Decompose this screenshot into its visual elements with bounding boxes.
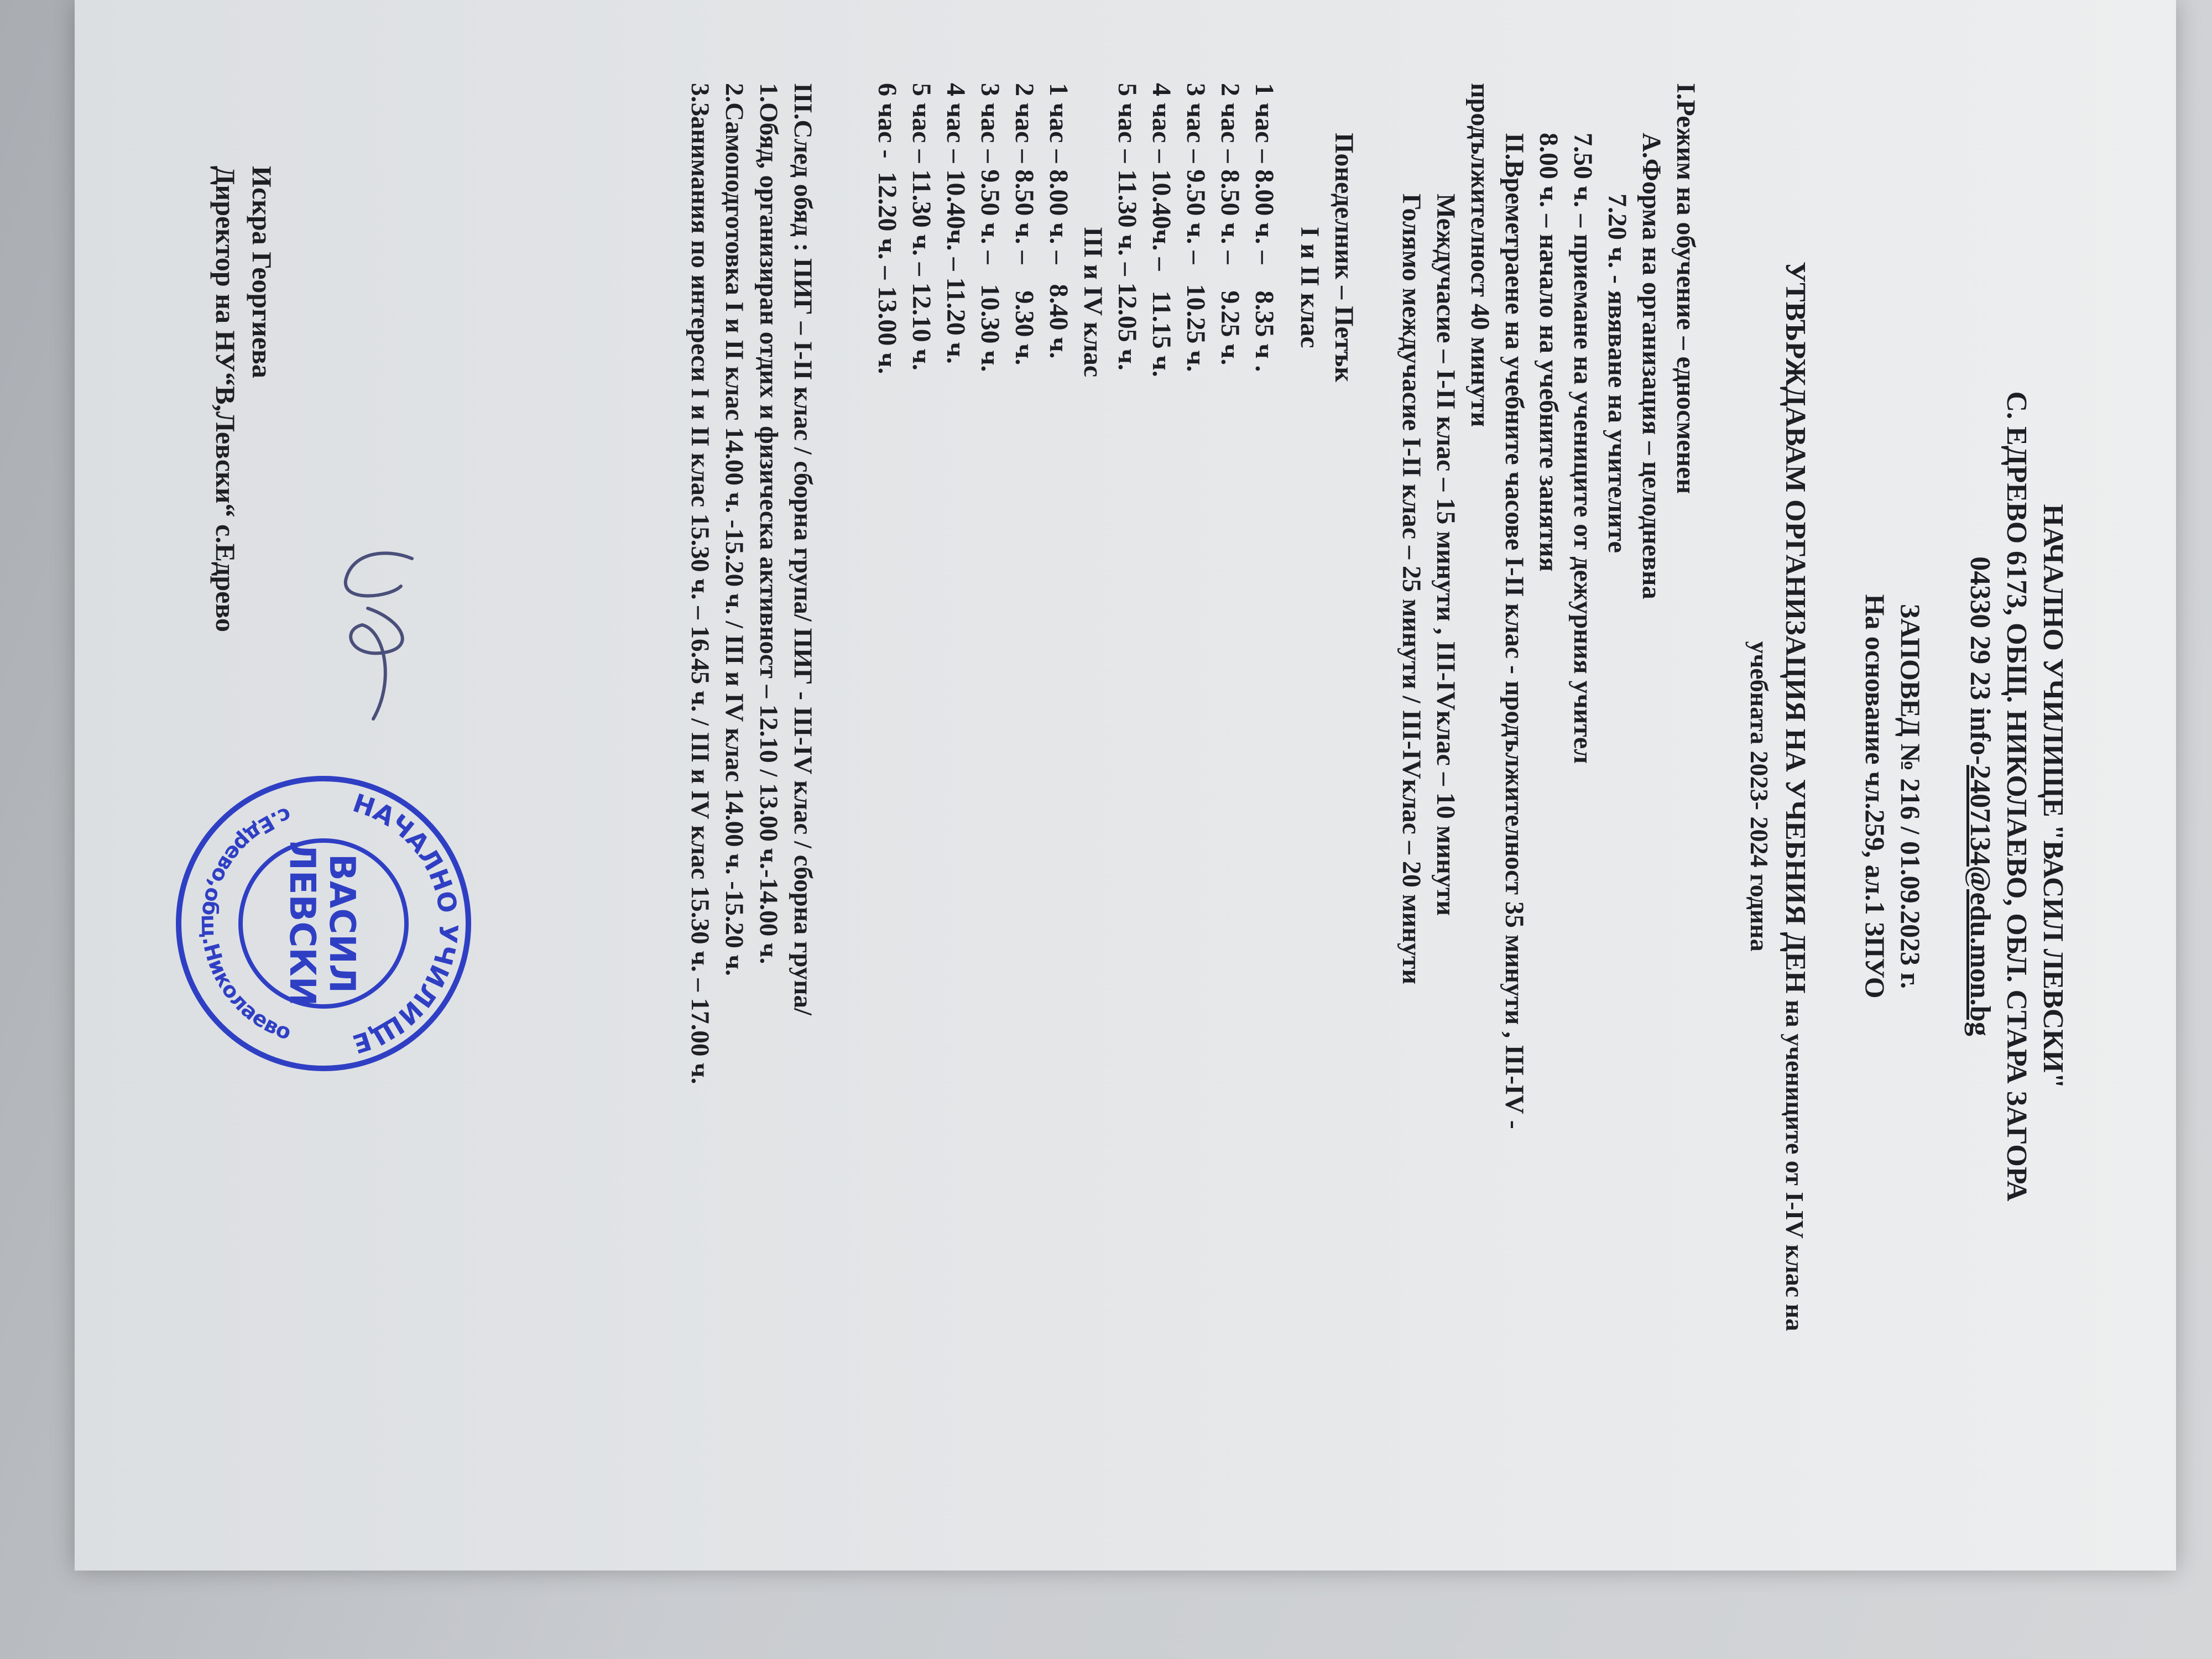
break-big: Голямо междучасие I-II клас – 25 минути / III-IVклас – 20 минути [1397, 194, 1426, 985]
schedule-days: Понеделник – Петък [1329, 133, 1359, 383]
afternoon-item: 2.Самоподготовка I и II клас 14.00 ч. -15.20 ч. / III и IV клас 14.00 ч. -15.20 ч. [720, 83, 749, 976]
order-number: ЗАПОВЕД № 216 / 01.09.2023 г. [1895, 603, 1926, 989]
stamp-outer-bottom [197, 802, 295, 1045]
schedule-row: 2 час – 8.50 ч. – 9.25 ч. [1215, 83, 1245, 366]
stamp-outer-bottom-path: с.Едрево,общ.Николаево [196, 802, 295, 1045]
regime-reception: 7.50 ч. – приемане на учениците от дежурния учител [1568, 133, 1598, 764]
spacer [1281, 83, 1292, 1510]
schedule-row: 6 час - 12.20 ч. – 13.00 ч. [873, 83, 902, 374]
schedule-row: 5 час – 11.30 ч. – 12.10 ч. [907, 83, 936, 371]
group2-title: III и IV клас [1078, 227, 1108, 378]
schedule-row: 2 час – 8.50 ч. – 9.30 ч. [1010, 83, 1039, 366]
schedule-row: 1 час – 8.00 ч. – 8.35 ч . [1250, 83, 1279, 372]
document-title [1741, 83, 1813, 1510]
school-contacts [1961, 83, 1998, 1510]
group1-title: I и II клас [1295, 227, 1324, 348]
signatory-position: Директор на НУ“В,Левски“ с.Едрево [210, 166, 241, 632]
order-basis: На основание чл.259, ал.1 ЗПУО [1860, 594, 1891, 999]
order-block [1858, 83, 1928, 1510]
afternoon-item: 3.Занимания по интереси I и II клас 15.30 ч. – 16.45 ч. / III и IV клас 15.30 ч. – 17.00 ч. [686, 83, 714, 1084]
document-page [75, 0, 2176, 1571]
signatory-name: Искра Георгиева [247, 166, 278, 378]
spacer [1361, 83, 1394, 1510]
title-year: учебната 2023- 2024 година [1745, 641, 1773, 952]
schedule-row: 1 час – 8.00 ч. – 8.40 ч. [1044, 83, 1073, 359]
school-email: 2407134@edu.mon.bg [1964, 765, 1996, 1036]
schedule-row: 4 час – 10.40ч. – 11.15 ч. [1147, 83, 1176, 377]
handwritten-signature [324, 536, 434, 735]
regime-heading: I.Режим на обучение – едносменен [1671, 83, 1700, 494]
afternoon-heading: III.След обяд : ПИГ – I-II клас / сборна група/ ПИГ - III-IV клас / сборна група/ [789, 83, 817, 1016]
signature-block [207, 83, 280, 632]
letterhead [1961, 83, 2071, 1510]
duration-line-1: II.Времетраене на учебните часове I-II клас - продължителност 35 минути , III-IV - [1500, 133, 1529, 1129]
regime-form: А.Форма на организация – целодневна [1637, 133, 1666, 599]
regime-section [870, 83, 1703, 1510]
afternoon-section [683, 83, 820, 1510]
title-caps: УТВЪРЖДАВАМ ОРГАНИЗАЦИЯ НА УЧЕБНИЯ ДЕН [1780, 261, 1811, 994]
school-stamp [169, 769, 478, 1078]
document-content [185, 83, 2071, 1510]
school-phone: 04330 29 23 info- [1964, 556, 1996, 765]
schedule-row: 3 час – 9.50 ч. – 10.30 ч. [975, 83, 1005, 372]
schedule-row: 5 час – 11.30 ч. – 12.05 ч. [1113, 83, 1142, 371]
afternoon-item: 1.Обяд, организиран отдих и физическа активност – 12.10 / 13.00 ч.-14.00 ч. [754, 83, 783, 964]
stamp-center-line-2: ЛЕВСКИ [281, 841, 322, 1006]
title-rest: на учениците от I-IV клас на [1781, 993, 1809, 1332]
school-address: С. ЕДРЕВО 6173, ОБЩ. НИКОЛАЕВО, ОБЛ. СТАРА ЗАГОРА [2001, 391, 2032, 1202]
regime-start: 8.00 ч. – начало на учебните занятия [1534, 133, 1563, 572]
duration-line-2: продължителност 40 минути [1465, 83, 1495, 427]
school-name: НАЧАЛНО УЧИЛИЩЕ "ВАСИЛ ЛЕВСКИ" [2037, 504, 2069, 1089]
schedule-row: 4 час – 10.40ч. – 11.20 ч. [941, 83, 971, 364]
regime-arrival: 7.20 ч. - явяване на учителите [1603, 194, 1632, 553]
stamp-outer-top-path: НАЧАЛНО УЧИЛИЩЕ [349, 787, 464, 1060]
stamp-center-line-1: ВАСИЛ [321, 854, 362, 993]
break-small: Междучасие – I-II клас – 15 минути , III-IVклас – 10 минути [1431, 194, 1460, 916]
schedule-row: 3 час – 9.50 ч. – 10.25 ч. [1181, 83, 1211, 372]
